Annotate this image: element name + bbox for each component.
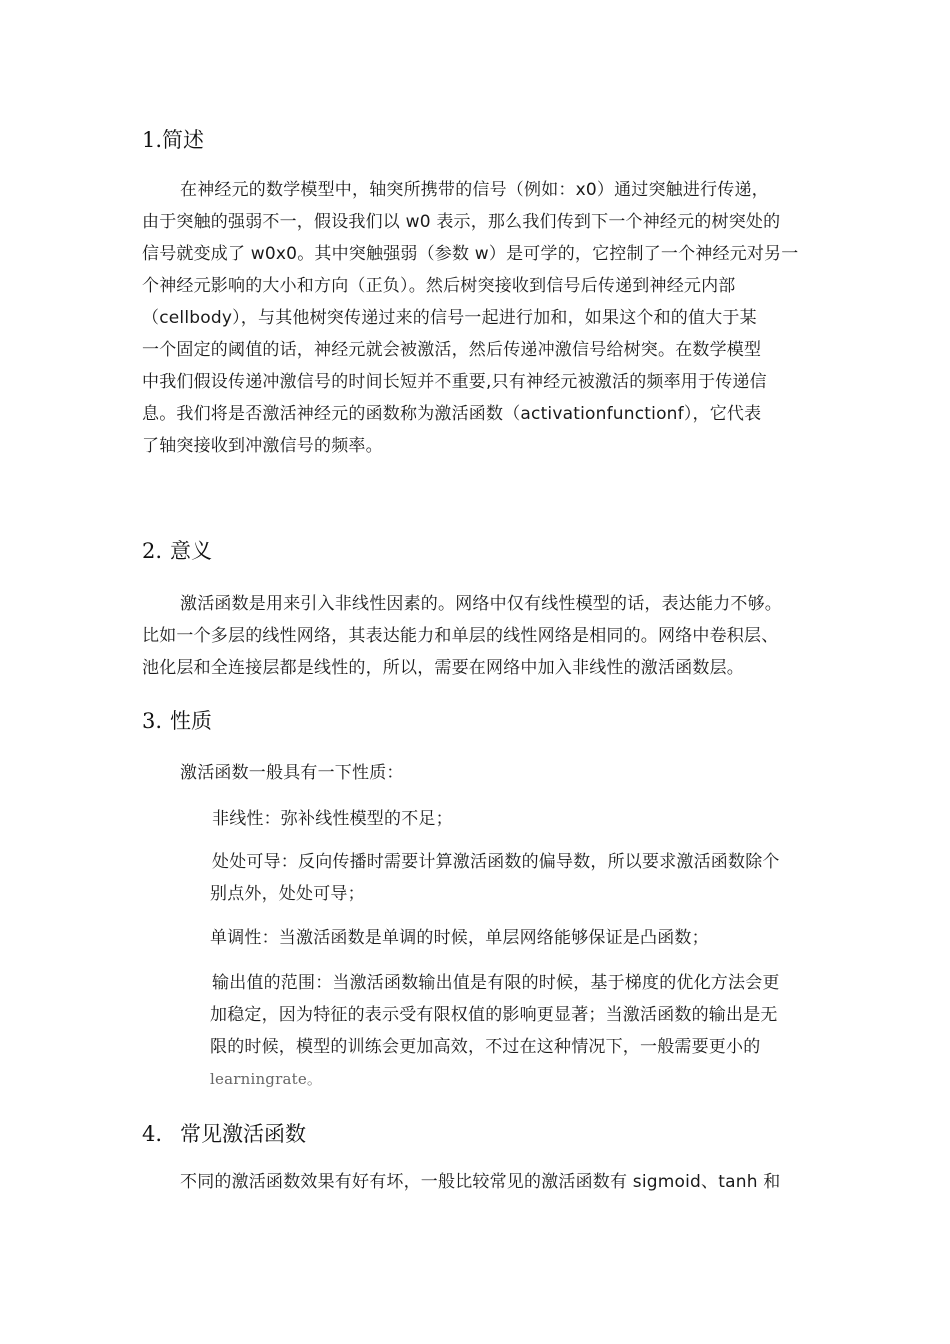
- section-2-number: 2.: [142, 539, 163, 563]
- s1-line-9: 了轴突接收到冲激信号的频率。: [142, 436, 383, 456]
- section-1-title: 简述: [162, 128, 205, 152]
- section-4-title: 常见激活函数: [180, 1122, 307, 1146]
- section-3-number: 3.: [142, 709, 163, 733]
- section-2-heading: [142, 535, 212, 565]
- s3-item-3: 单调性：当激活函数是单调的时候，单层网络能够保证是凸函数；: [210, 928, 709, 948]
- s1-line-6: 一个固定的阈值的话，神经元就会被激活，然后传递冲激信号给树突。在数学模型: [142, 340, 762, 360]
- s3-intro: 激活函数一般具有一下性质：: [180, 763, 404, 783]
- s2-line-1: 激活函数是用来引入非线性因素的。网络中仅有线性模型的话，表达能力不够。: [180, 594, 782, 614]
- section-2-title: 意义: [170, 539, 213, 563]
- s3-item-4-line-3: 限的时候，模型的训练会更加高效，不过在这种情况下，一般需要更小的: [210, 1037, 761, 1057]
- s3-item-4-line-2: 加稳定，因为特征的表示受有限权值的影响更显著；当激活函数的输出是无: [210, 1005, 778, 1025]
- s3-item-2-line-2: 别点外，处处可导；: [210, 884, 365, 904]
- s1-line-3: 信号就变成了 w0x0。其中突触强弱（参数 w）是可学的，它控制了一个神经元对另一: [142, 244, 799, 264]
- section-1-number: 1.: [142, 128, 163, 152]
- s1-line-2: 由于突触的强弱不一，假设我们以 w0 表示，那么我们传到下一个神经元的树突处的: [142, 212, 781, 232]
- s2-line-3: 池化层和全连接层都是线性的，所以，需要在网络中加入非线性的激活函数层。: [142, 658, 744, 678]
- section-3-heading: [142, 705, 212, 735]
- s3-item-4-line-4: learningrate。: [210, 1070, 323, 1088]
- s1-line-4: 个神经元影响的大小和方向（正负）。然后树突接收到信号后传递到神经元内部: [142, 276, 736, 296]
- s3-item-1: 非线性：弥补线性模型的不足；: [212, 809, 453, 829]
- section-3-title: 性质: [170, 709, 213, 733]
- s2-line-2: 比如一个多层的线性网络，其表达能力和单层的线性网络是相同的。网络中卷积层、: [142, 626, 779, 646]
- s1-line-8: 息。我们将是否激活神经元的函数称为激活函数（activationfunctionf），它代表: [142, 404, 762, 424]
- s1-line-7: 中我们假设传递冲激信号的时间长短并不重要,只有神经元被激活的频率用于传递信: [142, 372, 767, 392]
- section-4-number: 4.: [142, 1122, 163, 1146]
- s1-line-5: （cellbody），与其他树突传递过来的信号一起进行加和，如果这个和的值大于某: [142, 308, 757, 328]
- s3-item-2-line-1: 处处可导：反向传播时需要计算激活函数的偏导数，所以要求激活函数除个: [212, 852, 780, 872]
- section-1-heading: [142, 124, 204, 154]
- s3-item-4-line-1: 输出值的范围：当激活函数输出值是有限的时候，基于梯度的优化方法会更: [212, 973, 780, 993]
- section-4-heading: [142, 1118, 306, 1148]
- s4-line-1: 不同的激活函数效果有好有坏，一般比较常见的激活函数有 sigmoid、tanh 和: [180, 1172, 781, 1192]
- s1-line-1: 在神经元的数学模型中，轴突所携带的信号（例如：x0）通过突触进行传递，: [180, 180, 769, 200]
